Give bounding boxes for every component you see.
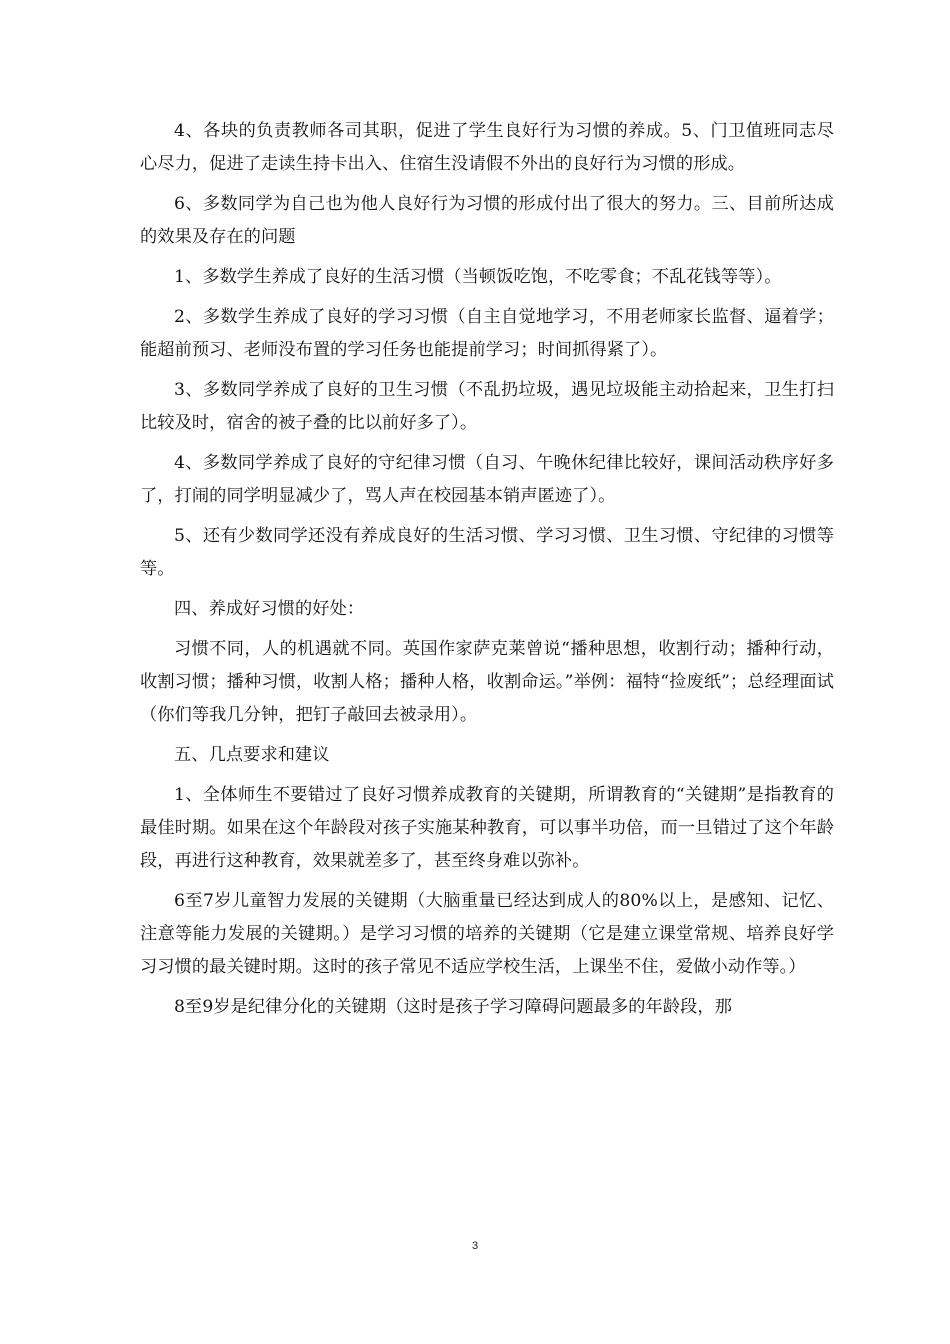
paragraph-13: 8至9岁是纪律分化的关键期（这时是孩子学习障碍问题最多的年龄段，那: [174, 997, 732, 1017]
section-heading-benefits: 四、养成好习惯的好处：: [174, 599, 365, 619]
paragraph-3: 1、多数学生养成了良好的生活习惯（当顿饭吃饱，不吃零食；不乱花钱等等）。: [174, 267, 782, 287]
paragraph-11: 1、全体师生不要错过了良好习惯养成教育的关键期，所谓教育的“关键期”是指教育的最佳时期。如果在这个年龄段对孩子实施某种教育，可以事半功倍，而一旦错过了这个年龄段，再进行这种教育，效果就差多了，甚至终身难以弥补。: [140, 785, 834, 871]
paragraph-7: 5、还有少数同学还没有养成良好的生活习惯、学习习惯、卫生习惯、守纪律的习惯等等。: [140, 526, 834, 579]
section-heading-suggestions: 五、几点要求和建议: [174, 745, 330, 765]
paragraph-6: 4、多数同学养成了良好的守纪律习惯（自习、午晚休纪律比较好，课间活动秩序好多了，打闹的同学明显减少了，骂人声在校园基本销声匿迹了）。: [140, 453, 834, 506]
page-number: 3: [471, 1240, 479, 1252]
paragraph-2: 6、多数同学为自己也为他人良好行为习惯的形成付出了很大的努力。三、目前所达成的效果及存在的问题: [140, 194, 834, 247]
paragraph-9: 习惯不同，人的机遇就不同。英国作家萨克莱曾说“播种思想，收割行动；播种行动，收割习惯；播种习惯，收割人格；播种人格，收割命运。”举例：福特“捡废纸”；总经理面试（你们等我几分钟，把钉子敲回去被录用）。: [140, 639, 834, 725]
paragraph-5: 3、多数同学养成了良好的卫生习惯（不乱扔垃圾，遇见垃圾能主动拾起来，卫生打扫比较及时，宿舍的被子叠的比以前好多了）。: [140, 380, 834, 433]
paragraph-12: 6至7岁儿童智力发展的关键期（大脑重量已经达到成人的80%以上，是感知、记忆、注意等能力发展的关键期。）是学习习惯的培养的关键期（它是建立课堂常规、培养良好学习习惯的最关键时期。这时的孩子常见不适应学校生活，上课坐不住，爱做小动作等。）: [140, 891, 834, 977]
paragraph-4: 2、多数学生养成了良好的学习习惯（自主自觉地学习，不用老师家长监督、逼着学；能超前预习、老师没布置的学习任务也能提前学习；时间抓得紧了）。: [140, 307, 834, 360]
document-body: [140, 115, 834, 1031]
paragraph-1: 4、各块的负责教师各司其职，促进了学生良好行为习惯的养成。5、门卫值班同志尽心尽力，促进了走读生持卡出入、住宿生没请假不外出的良好行为习惯的形成。: [140, 121, 834, 174]
